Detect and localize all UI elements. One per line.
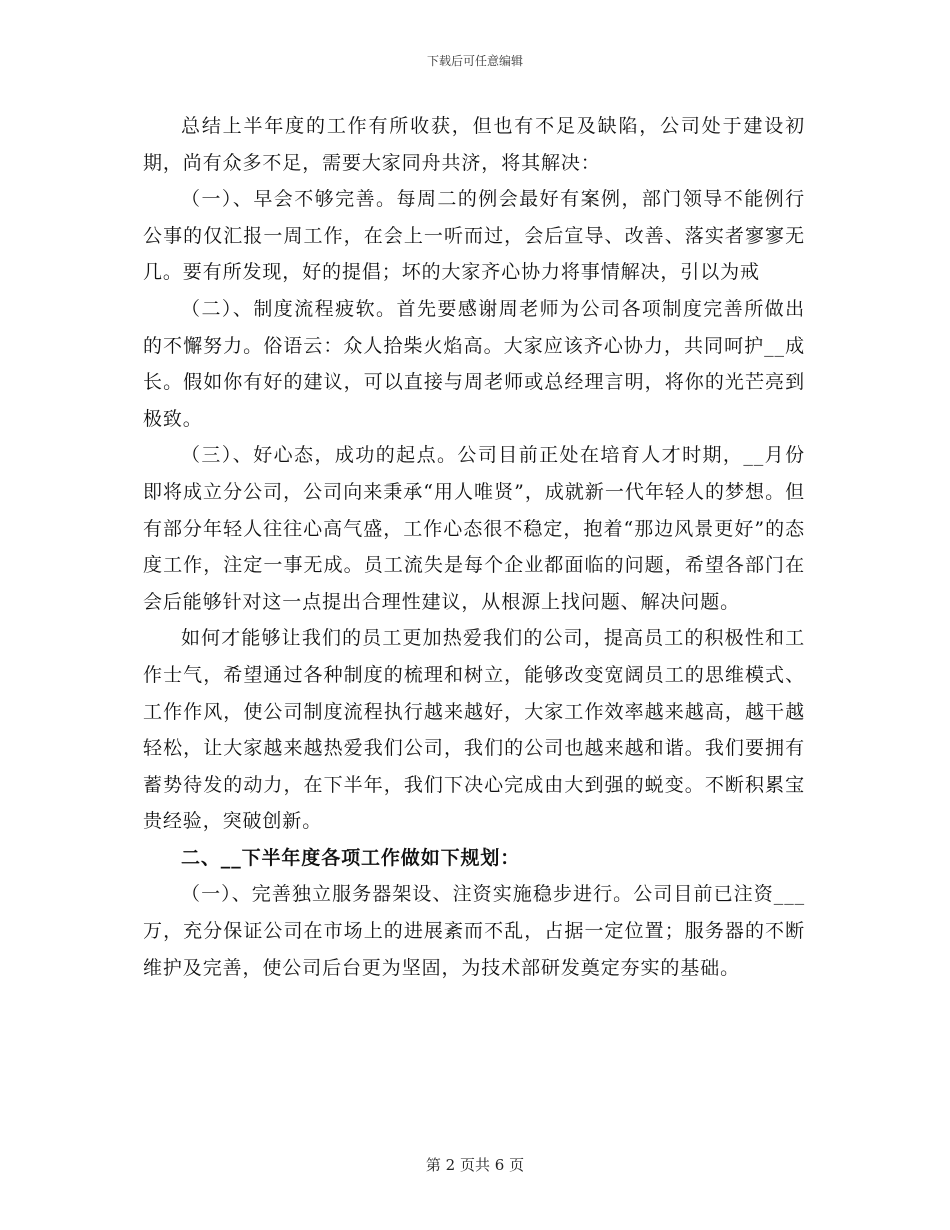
- page-header: 下载后可任意编辑: [426, 54, 523, 68]
- paragraph-item-1: （一）、早会不够完善。每周二的例会最好有案例，部门领导不能例行公事的仅汇报一周工作，在会上一听而过，会后宣导、改善、落实者寥寥无几。要有所发现，好的提倡；坏的大家齐心协力将事情解决，引以为戒: [143, 188, 805, 284]
- paragraph-plan-1: （一）、完善独立服务器架设、注资实施稳步进行。公司目前已注资___万，充分保证公司在市场上的进展紊而不乱，占据一定位置；服务器的不断维护及完善，使公司后台更为坚固，为技术部研发奠定夯实的基础。: [143, 883, 805, 979]
- paragraph-summary: 总结上半年度的工作有所收获，但也有不足及缺陷，公司处于建设初期，尚有众多不足，需要大家同舟共济，将其解决：: [143, 115, 805, 174]
- section-heading-2: 二、__下半年度各项工作做如下规划：: [181, 846, 521, 869]
- document-body: [143, 108, 805, 986]
- page-footer: 第 2 页共 6 页: [425, 1156, 525, 1174]
- paragraph-item-3: （三）、好心态，成功的起点。公司目前正处在培育人才时期，__月份即将成立分公司，公司向来秉承“用人唯贤”，成就新一代年轻人的梦想。但有部分年轻人往往心高气盛，工作心态很不稳定，抱着“那边风景更好”的态度工作，注定一事无成。员工流失是每个企业都面临的问题，希望各部门在会后能够针对这一点提出合理性建议，从根源上找问题、解决问题。: [143, 444, 805, 613]
- paragraph-item-2: （二）、制度流程疲软。首先要感谢周老师为公司各项制度完善所做出的不懈努力。俗语云：众人拾柴火焰高。大家应该齐心协力，共同呵护__成长。假如你有好的建议，可以直接与周老师或总经理言明，将你的光芒亮到极致。: [143, 297, 805, 430]
- paragraph-reflection: 如何才能够让我们的员工更加热爱我们的公司，提高员工的积极性和工作士气，希望通过各种制度的梳理和树立，能够改变宽阔员工的思维模式、工作作风，使公司制度流程执行越来越好，大家工作效率越来越高，越干越轻松，让大家越来越热爱我们公司，我们的公司也越来越和谐。我们要拥有蓄势待发的动力，在下半年，我们下决心完成由大到强的蜕变。不断积累宝贵经验，突破创新。: [143, 627, 805, 833]
